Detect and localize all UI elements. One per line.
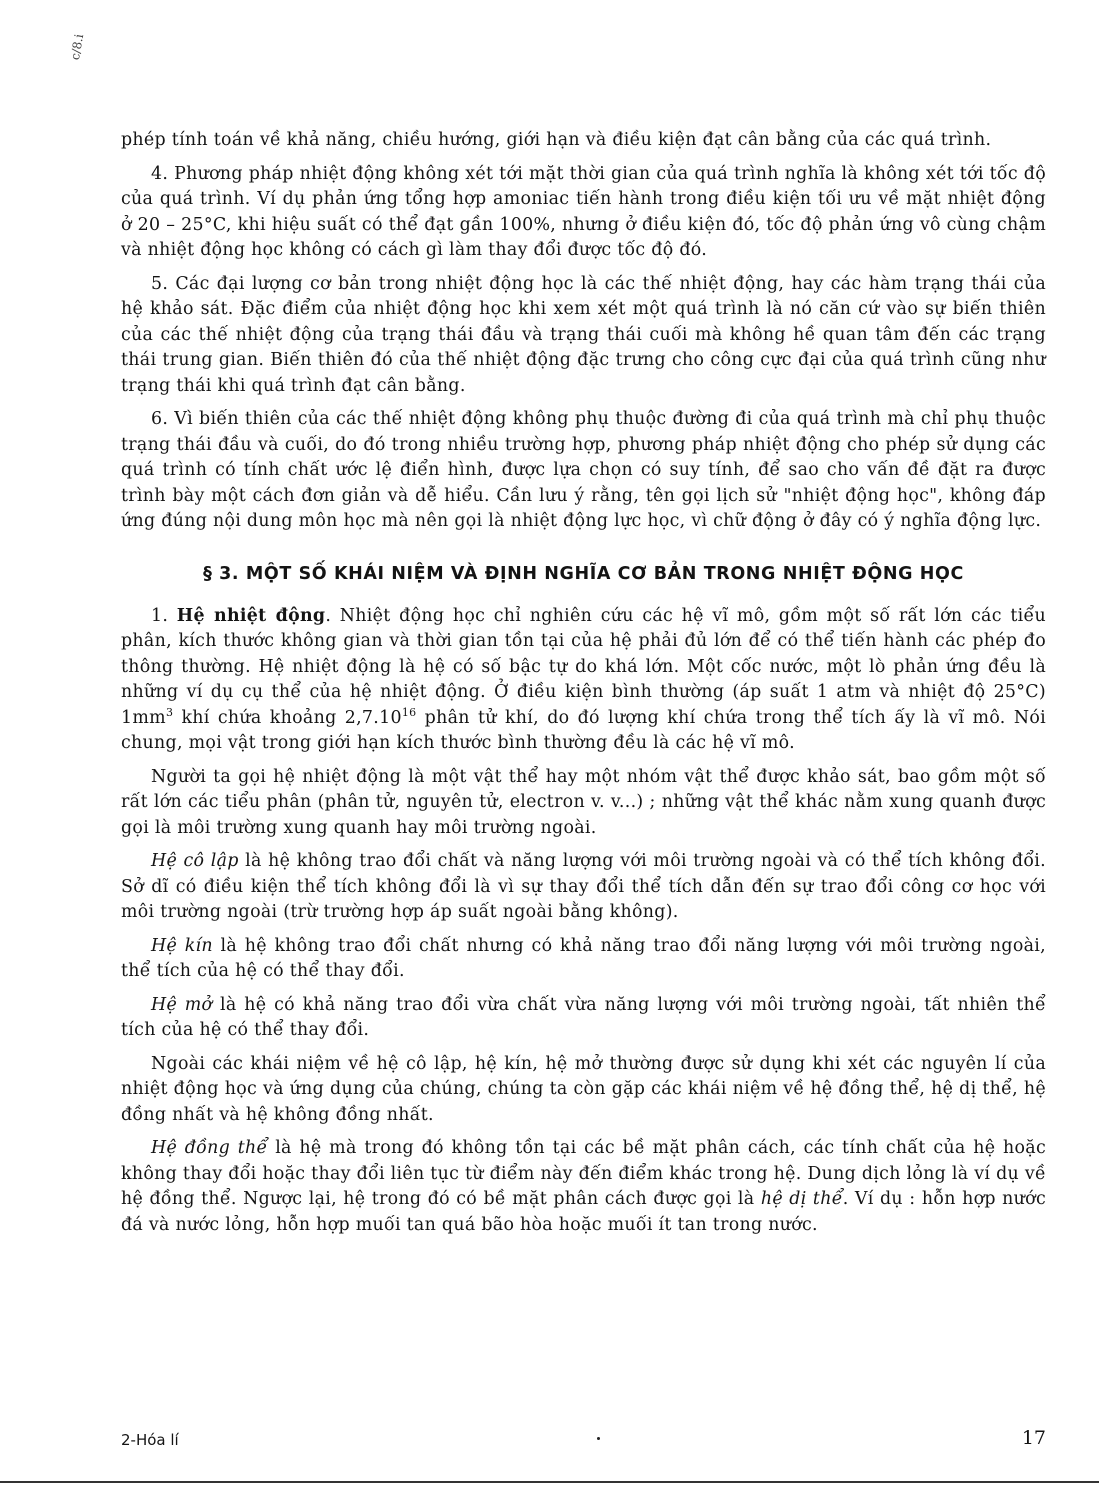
paragraph-other-concepts: Ngoài các khái niệm về hệ cô lập, hệ kín, hệ mở thường được sử dụng khi xét các nguyên lí của nhiệt động học và ứng dụng của chúng, chúng ta còn gặp các khái niệm về hệ đồng thể, hệ dị thể, hệ đồng nhất và hệ không đồng nhất.: [121, 1053, 1046, 1125]
paragraph-point-4: 4. Phương pháp nhiệt động không xét tới mặt thời gian của quá trình nghĩa là không xét tới tốc độ của quá trình. Ví dụ phản ứng tổng hợp amoniac tiến hành trong điều kiện tối ưu về mặt nhiệt động ở 20 – 25°C, khi hiệu suất có thể đạt gần 100%, nhưng ở điều kiện đó, tốc độ phản ứng vô cùng chậm và nhiệt động học không có cách gì làm thay đổi được tốc độ đó.: [121, 163, 1046, 260]
term-homogeneous-system: Hệ đồng thể: [151, 1138, 268, 1158]
bottom-rule: [0, 1481, 1099, 1483]
term-thermodynamic-system: Hệ nhiệt động: [176, 605, 326, 626]
item1-text-b: khí chứa khoảng 2,7.10: [173, 707, 402, 728]
paragraph-homogeneous-system: [121, 1136, 1046, 1238]
superscript-cubic: 3: [165, 705, 174, 719]
paragraph-point-5: 5. Các đại lượng cơ bản trong nhiệt động học là các thế nhiệt động, hay các hàm trạng thái của hệ khảo sát. Đặc điểm của nhiệt động học khi xem xét một quá trình là nó căn cứ vào sự biến thiên của các thế nhiệt động của trạng thái đầu và trạng thái cuối mà không hề quan tâm đến các trạng thái trung gian. Biến thiên đó của thế nhiệt động đặc trưng cho công cực đại của quá trình cũng như trạng thái khi quá trình đạt cân bằng.: [121, 273, 1046, 396]
paragraph-isolated-system: [121, 849, 1046, 926]
item1-text-a: . Nhiệt động học chỉ nghiên cứu các hệ vĩ mô, gồm một số rất lớn các tiểu phân, kích thước không gian và thời gian tồn tại của hệ phải đủ lớn để có thể tiến hành các phép đo thông thường. Hệ nhiệt động là hệ có số bậc tự do khá lớn. Một cốc nước, một lò phản ứng đều là những ví dụ cụ thể của hệ nhiệt động. Ở điều kiện bình thường (áp suất 1 atm và nhiệt độ 25°C) 1mm: [121, 605, 1047, 728]
term-closed-system: Hệ kín: [151, 935, 213, 956]
paragraph-definition: Người ta gọi hệ nhiệt động là một vật thể hay một nhóm vật thể được khảo sát, bao gồm một số rất lớn các tiểu phân (phân tử, nguyên tử, electron v. v...) ; những vật thể khác nằm xung quanh được gọi là môi trường xung quanh hay môi trường ngoài.: [121, 766, 1046, 838]
page-body: [121, 128, 1046, 1246]
isolated-text: là hệ không trao đổi chất và năng lượng với môi trường ngoài và có thể tích không đổi. Sở dĩ có điều kiện thể tích không đổi là vì sự thay đổi thể tích dẫn đến sự trao đổi công cơ học với môi trường ngoài (trừ trường hợp áp suất ngoài bằng không).: [121, 851, 1046, 922]
paragraph-thermodynamic-system: [121, 604, 1046, 757]
corner-mark: c/8.i: [67, 32, 87, 62]
page-number: 17: [1021, 1427, 1046, 1449]
paragraph-closed-system: [121, 934, 1046, 985]
superscript-exponent: 16: [401, 705, 417, 719]
open-text: là hệ có khả năng trao đổi vừa chất vừa năng lượng với môi trường ngoài, tất nhiên thể tích của hệ có thể thay đổi.: [121, 994, 1046, 1040]
item-number: 1.: [151, 605, 169, 626]
closed-text: là hệ không trao đổi chất nhưng có khả năng trao đổi năng lượng với môi trường ngoài, thể tích của hệ có thể thay đổi.: [121, 935, 1046, 981]
term-open-system: Hệ mở: [151, 994, 213, 1015]
footer-dot: [597, 1437, 600, 1440]
paragraph-open-system: [121, 993, 1046, 1044]
paragraph-continuation: phép tính toán về khả năng, chiều hướng, giới hạn và điều kiện đạt cân bằng của các quá trình.: [121, 130, 992, 150]
page-footer: [121, 1427, 1046, 1453]
homogeneous-text-b: . Ví dụ : hỗn hợp nước đá và nước lỏng, hỗn hợp muối tan quá bão hòa hoặc muối ít tan trong nước.: [121, 1189, 1046, 1235]
term-isolated-system: Hệ cô lập: [151, 851, 239, 871]
term-heterogeneous-system: hệ dị thể: [760, 1189, 843, 1209]
paragraph-point-6: 6. Vì biến thiên của các thế nhiệt động không phụ thuộc đường đi của quá trình mà chỉ phụ thuộc trạng thái đầu và cuối, do đó trong nhiều trường hợp, phương pháp nhiệt động cho phép sử dụng các quá trình có tính chất ước lệ điển hình, được lựa chọn có suy tính, để sao cho vấn đề đặt ra được trình bày một cách đơn giản và dễ hiểu. Cần lưu ý rằng, tên gọi lịch sử "nhiệt động học", không đáp ứng đúng nội dung môn học mà nên gọi là nhiệt động lực học, vì chữ động ở đây có ý nghĩa động lực.: [121, 409, 1046, 531]
homogeneous-text-a: là hệ mà trong đó không tồn tại các bề mặt phân cách, các tính chất của hệ hoặc không thay đổi hoặc thay đổi liên tục từ điểm này đến điểm khác trong hệ. Dung dịch lỏng là ví dụ về hệ đồng thể. Ngược lại, hệ trong đó có bề mặt phân cách được gọi là: [121, 1138, 1046, 1209]
section-heading: § 3. MỘT SỐ KHÁI NIỆM VÀ ĐỊNH NGHĨA CƠ BẢN TRONG NHIỆT ĐỘNG HỌC: [203, 563, 964, 584]
footer-label: 2-Hóa lí: [121, 1431, 179, 1449]
item1-text-c: phân tử khí, do đó lượng khí chứa trong thể tích ấy là vĩ mô. Nói chung, mọi vật trong giới hạn kích thước bình thường đều là các hệ vĩ mô.: [121, 707, 1046, 753]
